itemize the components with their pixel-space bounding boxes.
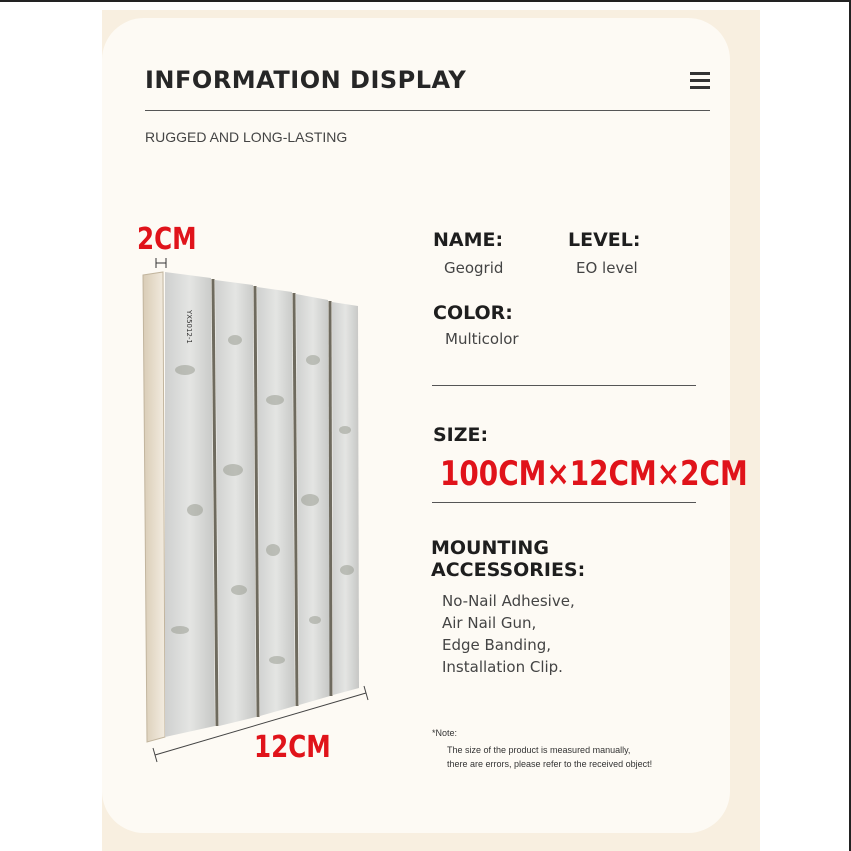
frame-top-border: [0, 0, 851, 2]
list-item: Edge Banding,: [442, 636, 551, 654]
list-item: Installation Clip.: [442, 658, 563, 676]
size-label: SIZE:: [433, 424, 489, 446]
list-item: Air Nail Gun,: [442, 614, 537, 632]
name-value: Geogrid: [444, 259, 504, 277]
level-value: EO level: [576, 259, 638, 277]
thickness-marker: [156, 258, 166, 268]
wall-panel-image: [135, 250, 375, 770]
note-line-1: The size of the product is measured manually,: [447, 745, 631, 755]
accessories-list: [442, 590, 575, 678]
hamburger-menu-icon[interactable]: [690, 72, 710, 90]
level-label: LEVEL:: [568, 229, 641, 251]
specs-divider-2: [432, 502, 696, 503]
page-subtitle: RUGGED AND LONG-LASTING: [145, 129, 348, 145]
panel-code: YX5012-1: [185, 310, 193, 344]
accessories-label-line2: ACCESSORIES:: [431, 559, 586, 581]
specs-divider-1: [432, 385, 696, 386]
color-label: COLOR:: [433, 302, 513, 324]
note-heading: *Note:: [432, 728, 458, 738]
header-divider: [145, 110, 710, 111]
width-dimension-label: 12CM: [254, 730, 331, 765]
size-value: 100CM×12CM×2CM: [440, 454, 748, 494]
color-value: Multicolor: [445, 330, 519, 348]
name-label: NAME:: [433, 229, 504, 251]
list-item: No-Nail Adhesive,: [442, 592, 575, 610]
accessories-label-line1: MOUNTING: [431, 537, 549, 559]
panel-edge: [143, 272, 165, 742]
thickness-dimension-label: 2CM: [137, 222, 197, 257]
note-line-2: there are errors, please refer to the received object!: [447, 759, 653, 769]
page-title: INFORMATION DISPLAY: [145, 66, 467, 94]
